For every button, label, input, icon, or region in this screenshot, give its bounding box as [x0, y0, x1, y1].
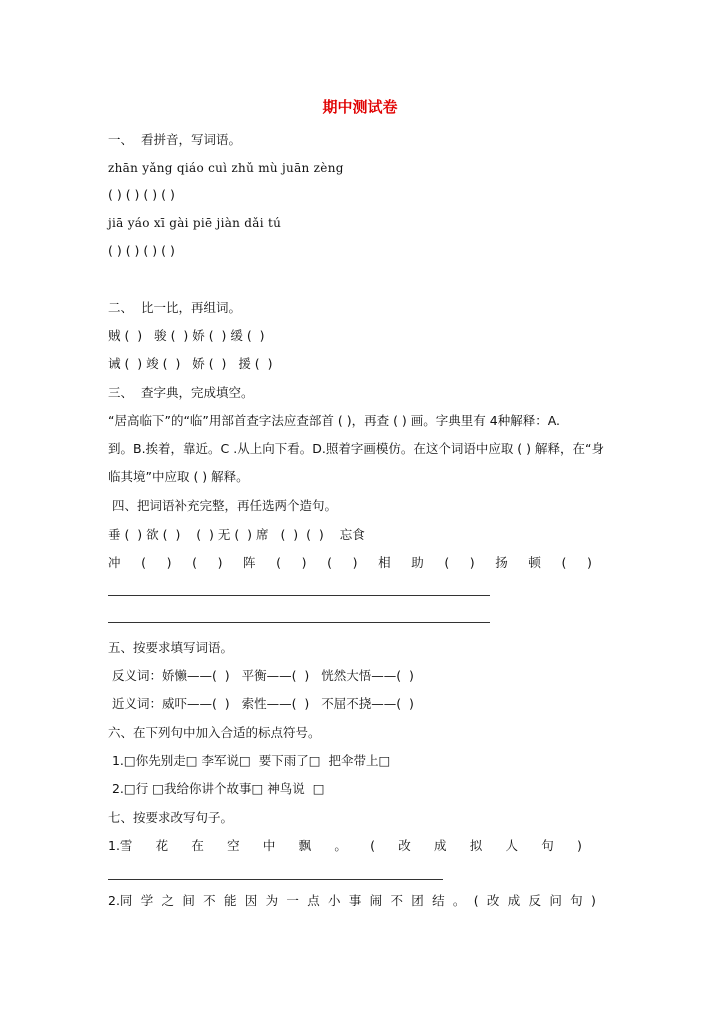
dictionary-paragraph-line-3: 临其境”中应取 ( ) 解释。 — [108, 469, 249, 484]
text-token: 。 — [452, 893, 466, 908]
text-token: ) — [590, 893, 596, 908]
text-token: 问 — [549, 893, 562, 908]
text-token: ( — [473, 893, 479, 908]
text-token: 1.雪 — [108, 838, 133, 853]
text-token: 不 — [203, 893, 216, 908]
dictionary-paragraph-line-2: 到。B.挨着，靠近。C .从上向下看。D.照着字画模仿。在这个词语中应取 ( ) 解释，在“身 — [108, 441, 604, 456]
rewrite-question-1 — [108, 838, 582, 854]
compare-row-2[interactable]: 诫 ( ) 竣 ( ) 娇 ( ) 援 ( ) — [108, 356, 273, 371]
text-token: 人 — [505, 838, 519, 853]
text-token: 冲 — [108, 555, 121, 570]
idiom-row-2[interactable] — [108, 555, 592, 571]
text-token: 改 — [398, 838, 411, 853]
pinyin-row-1: zhān yǎng qiáo cuì zhǔ mù juān zèng — [108, 161, 344, 175]
pinyin-row-2: jiā yáo xī gài piē jiàn dǎi tú — [108, 216, 282, 230]
text-token: ( — [444, 555, 450, 570]
text-token: 点 — [307, 893, 320, 908]
dictionary-paragraph-line-1: “居高临下”的“临”用部首查字法应查部首 ( )，再查 ( ) 画。字典里有 4种解释：A. — [108, 413, 561, 428]
text-token: ) — [217, 555, 223, 570]
punctuation-row-1[interactable]: 1.□你先别走□ 李军说□ 要下雨了□ 把伞带上□ — [108, 753, 391, 768]
text-token: ( — [370, 838, 376, 853]
answer-line[interactable] — [108, 595, 490, 596]
text-token: 中 — [262, 838, 276, 853]
section-4-heading: 四、把词语补充完整，再任选两个造句。 — [108, 498, 337, 513]
text-token: ) — [586, 555, 592, 570]
text-token: ) — [469, 555, 475, 570]
idiom-row-1[interactable]: 垂 ( ) 欲 ( ) ( ) 无 ( ) 席 ( ) ( ) 忘食 — [108, 527, 365, 542]
text-token: 相 — [378, 555, 391, 570]
text-token: 成 — [507, 893, 521, 908]
text-token: 阵 — [243, 555, 256, 570]
text-token: ( — [192, 555, 197, 570]
text-token: 事 — [348, 893, 362, 908]
compare-row-1[interactable]: 贼 ( ) 骏 ( ) 娇 ( ) 缓 ( ) — [108, 328, 265, 343]
answer-line[interactable] — [108, 622, 490, 623]
section-5-heading: 五、按要求填写词语。 — [108, 640, 234, 655]
rewrite-question-2 — [108, 893, 596, 909]
text-token: 小 — [328, 893, 341, 908]
text-token: 扬 — [495, 555, 508, 570]
answer-blanks-row-2[interactable]: ( ) ( ) ( ) ( ) — [108, 243, 175, 258]
page-title: 期中测试卷 — [322, 98, 398, 116]
text-token: 成 — [434, 838, 447, 853]
section-6-heading: 六、在下列句中加入合适的标点符号。 — [108, 725, 321, 740]
text-token: 改 — [486, 893, 500, 908]
text-token: ( — [561, 555, 567, 570]
text-token: 2.同 — [108, 893, 133, 908]
text-token: 团 — [411, 893, 424, 908]
text-token: 一 — [286, 893, 299, 908]
antonym-row[interactable]: 反义词：娇懒——( ) 平衡——( ) 恍然大悟——( ) — [108, 668, 414, 683]
text-token: 因 — [244, 893, 258, 908]
text-token: ) — [166, 555, 172, 570]
text-token: 结 — [432, 893, 445, 908]
text-token: 闹 — [369, 893, 383, 908]
section-7-heading: 七、按要求改写句子。 — [108, 810, 234, 825]
text-token: ( — [276, 555, 282, 570]
text-token: 顿 — [528, 555, 541, 570]
text-token: 不 — [390, 893, 403, 908]
text-token: 句 — [541, 838, 554, 853]
text-token: 。 — [334, 838, 347, 853]
answer-blanks-row-1[interactable]: ( ) ( ) ( ) ( ) — [108, 187, 175, 202]
text-token: 句 — [570, 893, 583, 908]
text-token: 之 — [161, 893, 175, 908]
text-token: 飘 — [298, 838, 312, 853]
text-token: 为 — [265, 893, 279, 908]
text-token: 间 — [182, 893, 195, 908]
text-token: ) — [301, 555, 307, 570]
text-token: ) — [352, 555, 358, 570]
section-1-heading: 一、 看拼音，写词语。 — [108, 132, 241, 147]
text-token: 能 — [223, 893, 237, 908]
text-token: 空 — [227, 838, 240, 853]
text-token: ( — [327, 555, 333, 570]
text-token: 花 — [155, 838, 169, 853]
text-token: ) — [577, 838, 582, 853]
synonym-row[interactable]: 近义词：威吓——( ) 索性——( ) 不屈不挠——( ) — [108, 696, 414, 711]
answer-line[interactable] — [108, 879, 443, 880]
section-2-heading: 二、 比一比，再组词。 — [108, 300, 241, 315]
text-token: 助 — [411, 555, 424, 570]
text-token: ( — [141, 555, 146, 570]
text-token: 学 — [140, 893, 154, 908]
text-token: 拟 — [469, 838, 483, 853]
text-token: 反 — [528, 893, 542, 908]
section-3-heading: 三、 查字典，完成填空。 — [108, 385, 254, 400]
punctuation-row-2[interactable]: 2.□行 □我给你讲个故事□ 神鸟说 □ — [108, 781, 325, 796]
text-token: 在 — [191, 838, 204, 853]
